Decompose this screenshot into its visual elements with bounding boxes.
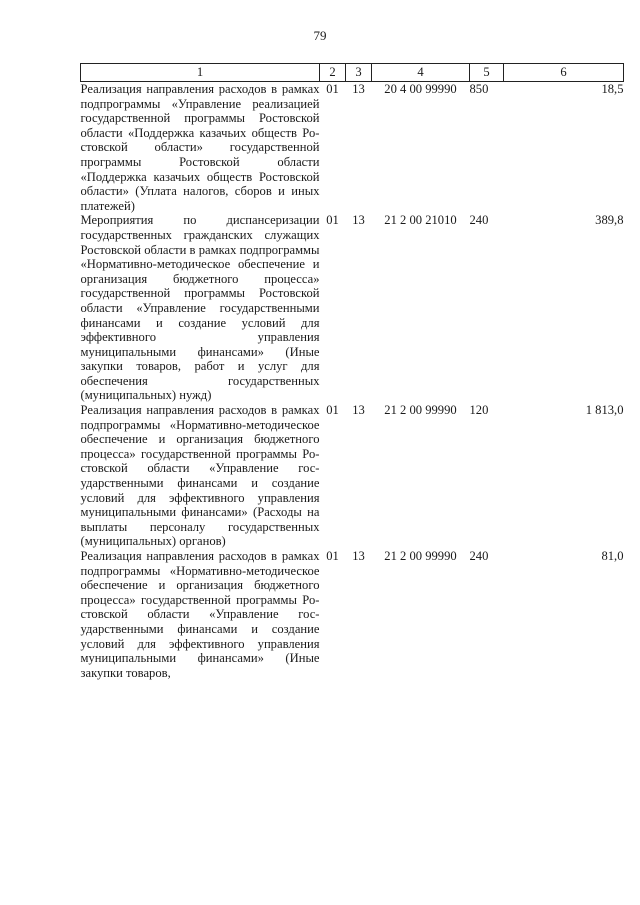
column-header-2: 2 xyxy=(320,64,346,82)
expense-description: Мероприятия по диспансеризации государственных гражданских служащих Ростовской области в рамках подпрограммы «Нормативно-методическое обеспечение и организация бюджетного процесса» государственной программы Ростовской области «Управление государственными финансами и создание условий для эффективного управления муниципальными финансами» (Иные закупки товаров, работ и услуг для обеспечения государственных (муниципальных) нужд) xyxy=(80,213,320,403)
page-number: 79 xyxy=(313,28,327,43)
target-article-code: 21 2 00 21010 xyxy=(384,213,457,228)
expense-type-code: 240 xyxy=(469,549,489,563)
target-article-code: 20 4 00 99990 xyxy=(384,82,457,96)
amount: 389,8 xyxy=(595,213,624,228)
expense-type-code: 120 xyxy=(469,403,489,418)
section-code: 01 xyxy=(326,549,339,563)
expense-description: Реализация направления расходов в рамках подпрограммы «Нормативно-методическое обеспечение и организация бюджетного процесса» государственной программы Ростовской области «Управление государственными финансами и создание условий для эффективного управления муниципальными финансами» (Иные закупки товаров, xyxy=(80,549,320,680)
section-code: 01 xyxy=(326,82,339,96)
column-header-5: 5 xyxy=(470,64,504,82)
budget-table xyxy=(80,63,624,680)
expense-type-code: 240 xyxy=(469,213,489,228)
expense-description: Реализация направления расходов в рамках подпрограммы «Управление реализацией государственной программы Ростовской области «Поддержка казачьих обществ Ростовской области» государственной программы Ростовской области «Поддержка казачьих обществ Ростовской области» (Уплата налогов, сборов и иных платежей) xyxy=(80,82,320,213)
column-header-1: 1 xyxy=(81,64,320,82)
column-header-3: 3 xyxy=(346,64,372,82)
amount: 18,5 xyxy=(601,82,624,96)
expense-type-code: 850 xyxy=(469,82,489,96)
section-code: 01 xyxy=(326,213,339,228)
section-code: 01 xyxy=(326,403,339,418)
expense-description: Реализация направления расходов в рамках подпрограммы «Нормативно-методическое обеспечение и организация бюджетного процесса» государственной программы Ростовской области «Управление государственными финансами и создание условий для эффективного управления муниципальными финансами» (Расходы на выплаты персоналу государственных (муниципальных) органов) xyxy=(80,403,320,549)
amount: 81,0 xyxy=(601,549,624,563)
table-body xyxy=(81,82,624,681)
column-header-6: 6 xyxy=(504,64,624,82)
subsection-code: 13 xyxy=(352,82,365,96)
table-row xyxy=(81,403,624,549)
target-article-code: 21 2 00 99990 xyxy=(384,403,457,418)
table-header xyxy=(81,64,624,82)
amount: 1 813,0 xyxy=(585,403,624,418)
column-header-4: 4 xyxy=(372,64,470,82)
table-row xyxy=(81,213,624,403)
table-row xyxy=(81,82,624,214)
header-row xyxy=(81,64,624,82)
subsection-code: 13 xyxy=(352,403,365,418)
target-article-code: 21 2 00 99990 xyxy=(384,549,457,563)
table-row xyxy=(81,549,624,680)
subsection-code: 13 xyxy=(352,213,365,228)
subsection-code: 13 xyxy=(352,549,365,563)
